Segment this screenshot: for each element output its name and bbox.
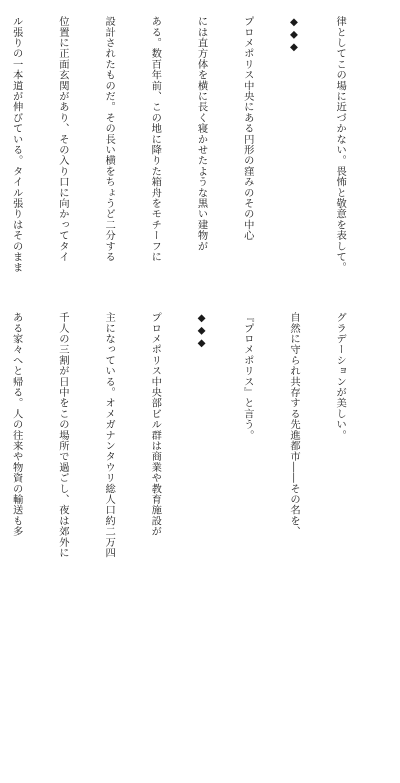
section-break: ◆◆◆ — [287, 16, 300, 54]
text-line: 律としてこの場に近づかない。畏怖と敬意を表して。 — [334, 16, 347, 273]
text-line: グラデーションが美しい。 — [334, 312, 347, 441]
text-line: 設計されたものだ。その長い横をちょうど二分する — [103, 16, 116, 263]
lower-text-block — [0, 312, 378, 564]
text-line: には直方体を横に長く寝かせたような黒い建物が — [195, 16, 208, 252]
text-line: 自然に守られ共存する先進都市――その名を、 — [287, 312, 300, 537]
upper-text-block — [0, 16, 378, 273]
text-line: ある家々へと帰る。人の往来や物資の輸送も多 — [10, 312, 23, 537]
text-line: 主になっている。オメガナンタウリ総人口約二万四 — [103, 312, 116, 559]
text-line: プロメポリス中央にある円形の窪みのその中心 — [241, 16, 254, 241]
text-line: 『プロメポリス』と言う。 — [241, 312, 254, 441]
section-break: ◆◆◆ — [195, 312, 208, 350]
text-line: 千人の三割が日中をこの場所で過ごし、夜は郊外に — [56, 312, 69, 559]
text-line: ル張りの一本道が伸びている。タイル張りはそのまま — [10, 16, 23, 273]
text-line: プロメポリス中央部ビル群は商業や教育施設が — [149, 312, 162, 537]
text-line: 位置に正面玄関があり、その入り口に向かってタイ — [56, 16, 69, 263]
text-line: ある。数百年前、この地に降りた箱舟をモチーフに — [149, 16, 162, 263]
